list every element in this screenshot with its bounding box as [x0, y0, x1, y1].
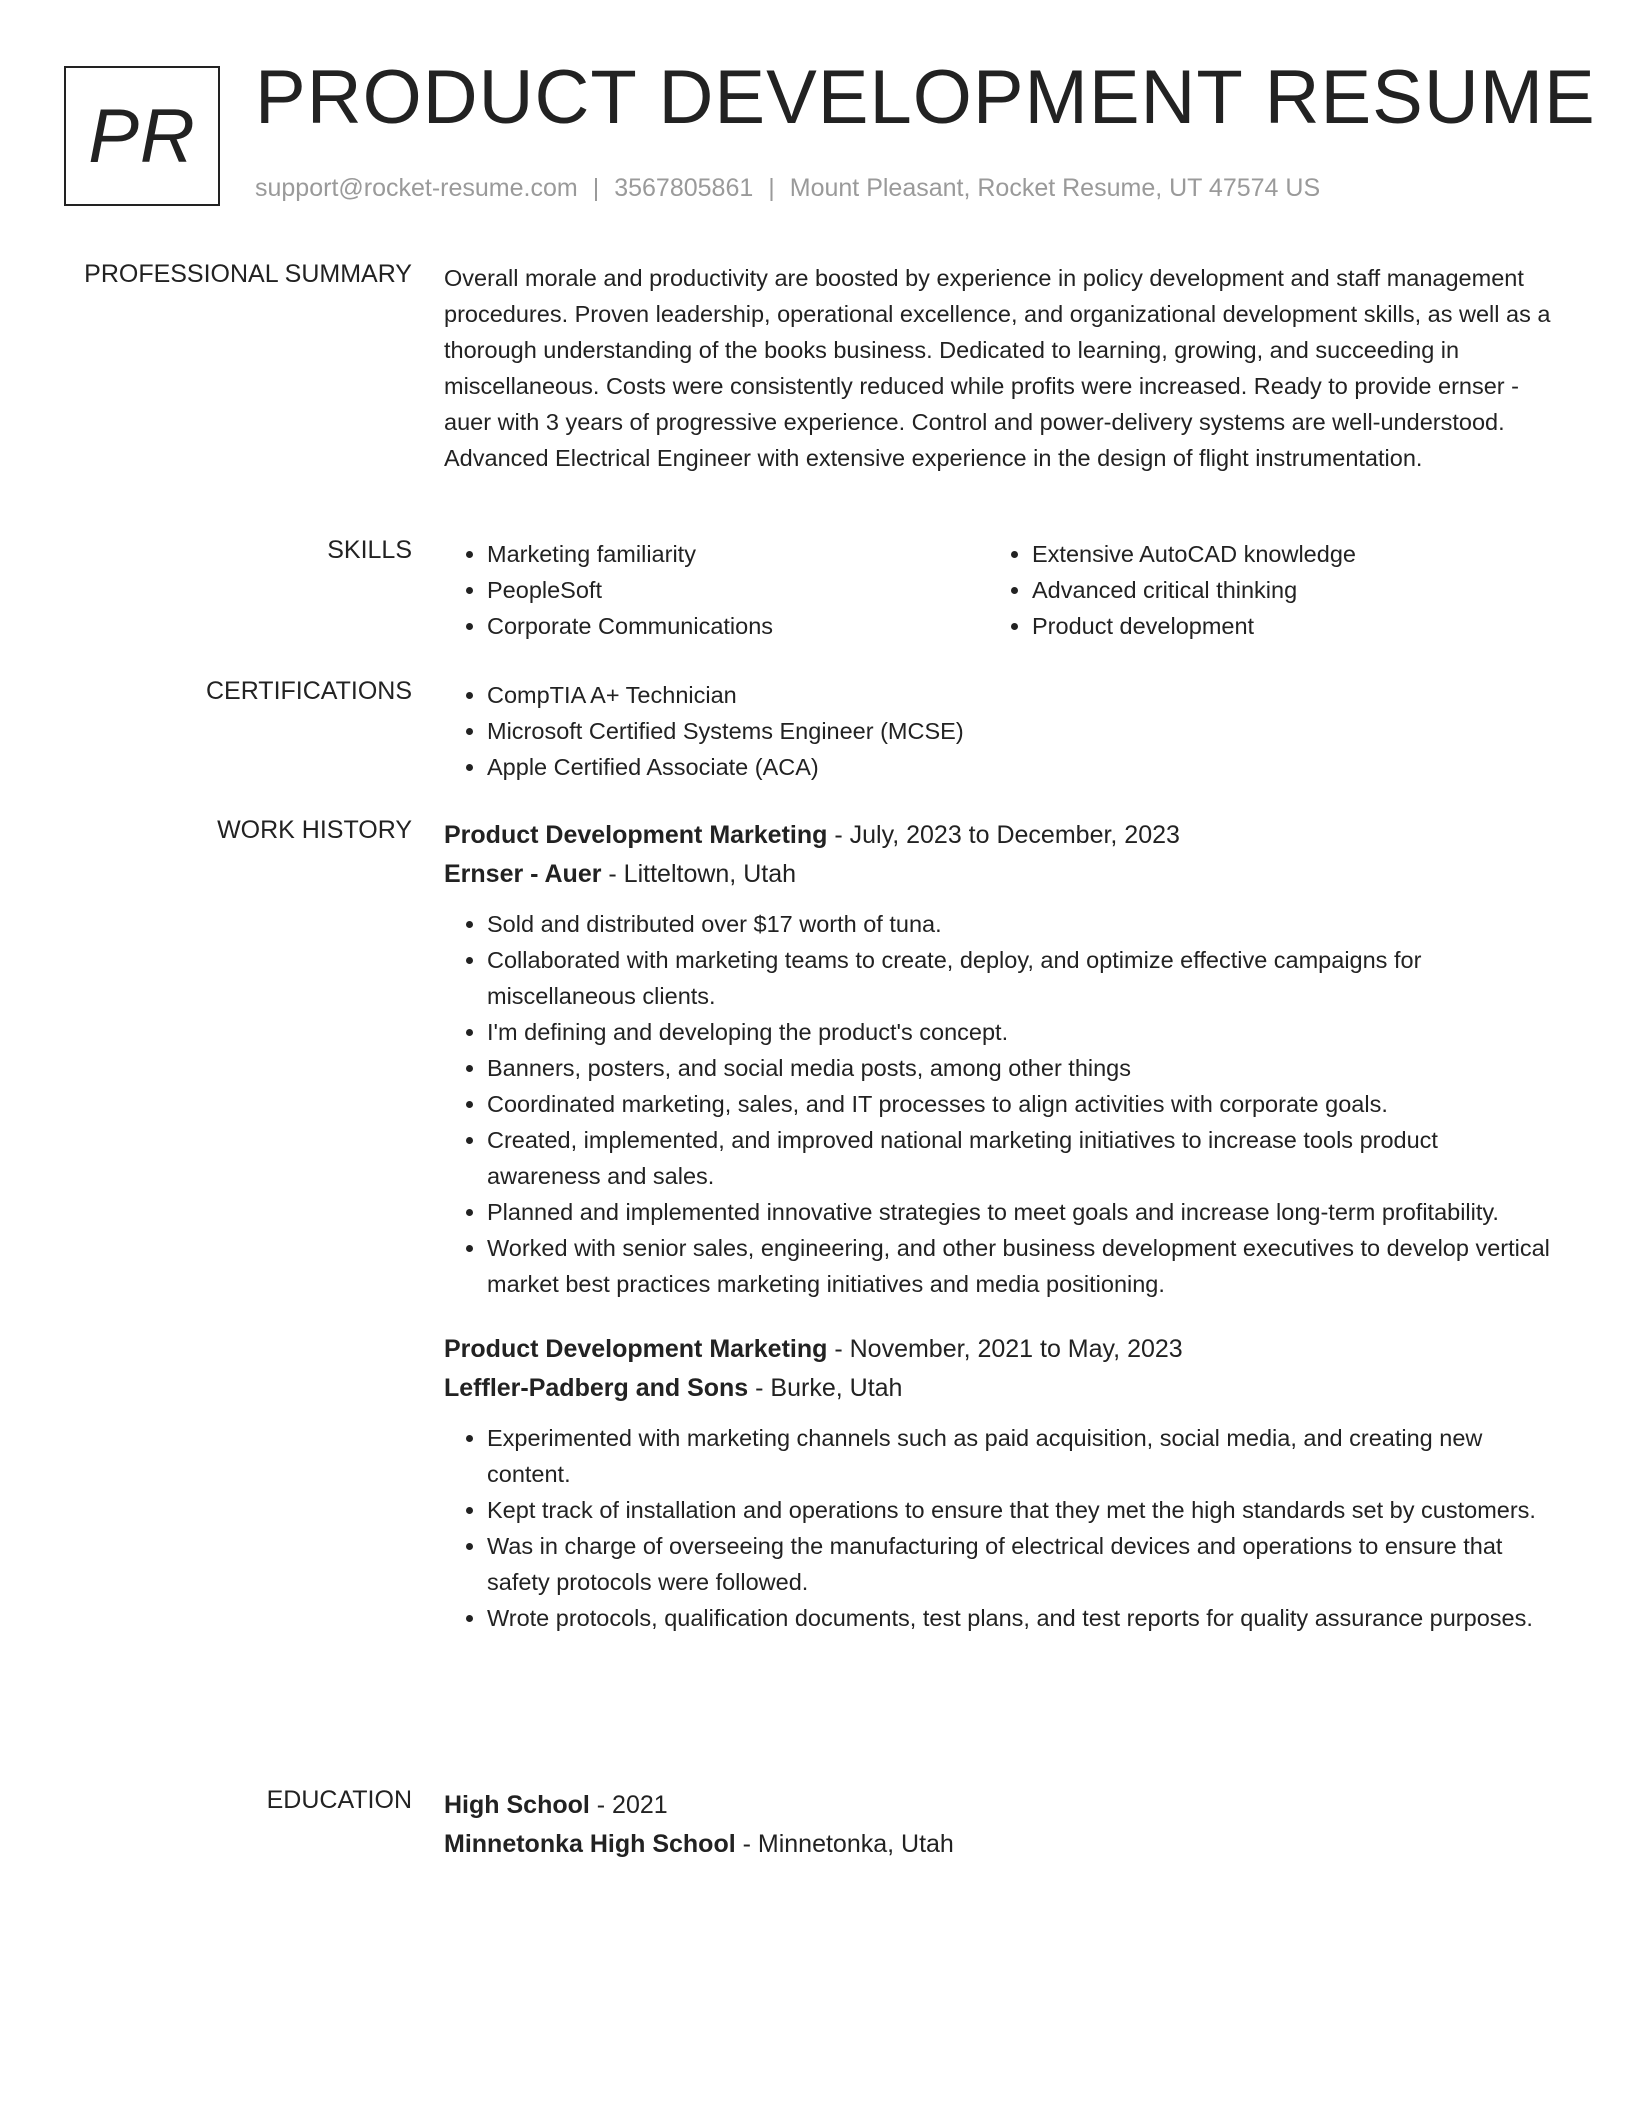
section-label-skills: SKILLS [327, 536, 412, 564]
job-bullets [444, 906, 1556, 1302]
job-title-line [444, 1330, 1556, 1369]
summary-content [444, 260, 1556, 476]
job-bullet: • Wrote protocols, qualification documents, test plans, and test reports for quality assurance purposes. [487, 1600, 1556, 1636]
contact-separator: | [768, 174, 775, 202]
job-bullet: • Kept track of installation and operations to ensure that they met the high standards set by customers. [487, 1492, 1556, 1528]
education-degree: High School [444, 1791, 590, 1819]
contact-line [255, 174, 1320, 203]
job-bullet: • Experimented with marketing channels such as paid acquisition, social media, and creating new content. [487, 1420, 1556, 1492]
job-company-line [444, 855, 1556, 894]
job-title-line [444, 816, 1556, 855]
job-location: - Litteltown, Utah [601, 860, 796, 888]
education-content [444, 1786, 1556, 1864]
skill-item: • Marketing familiarity [487, 536, 989, 572]
section-label-summary: PROFESSIONAL SUMMARY [84, 260, 412, 288]
page-title: PRODUCT DEVELOPMENT RESUME [255, 55, 1596, 140]
contact-address: Mount Pleasant, Rocket Resume, UT 47574 US [789, 174, 1321, 202]
skill-item: • Corporate Communications [487, 608, 989, 644]
certification-item: • Apple Certified Associate (ACA) [487, 749, 1556, 785]
job-bullet: • Sold and distributed over $17 worth of tuna. [487, 906, 1556, 942]
job-location: - Burke, Utah [748, 1374, 903, 1402]
certification-item: • CompTIA A+ Technician [487, 677, 1556, 713]
skill-item: • PeopleSoft [487, 572, 989, 608]
certification-item: • Microsoft Certified Systems Engineer (MCSE) [487, 713, 1556, 749]
education-year: - 2021 [589, 1791, 668, 1819]
job-bullet: • Collaborated with marketing teams to create, deploy, and optimize effective campaigns for miscellaneous clients. [487, 942, 1556, 1014]
section-label-certifications: CERTIFICATIONS [205, 677, 412, 705]
section-label-education: EDUCATION [266, 1786, 412, 1814]
work-history-content [444, 816, 1556, 1636]
certifications-content [444, 677, 1556, 785]
job-entry [444, 1330, 1556, 1636]
skills-content [444, 536, 1556, 644]
summary-text: Overall morale and productivity are boosted by experience in policy development and staff management procedures. Proven leadership, operational excellence, and organizational development skills, as well as a thorough understanding of the books business. Dedicated to learning, growing, and succeeding in miscellaneous. Costs were consistently reduced while profits were increased. Ready to provide ernser - auer with 3 years of progressive experience. Control and power-delivery systems are well-understood. Advanced Electrical Engineer with extensive experience in the design of flight instrumentation. [444, 265, 1551, 471]
job-bullet: • Coordinated marketing, sales, and IT processes to align activities with corporate goals. [487, 1086, 1556, 1122]
job-bullet: • Banners, posters, and social media posts, among other things [487, 1050, 1556, 1086]
education-location: - Minnetonka, Utah [735, 1830, 954, 1858]
job-bullet: • Was in charge of overseeing the manufacturing of electrical devices and operations to ensure that safety protocols were followed. [487, 1528, 1556, 1600]
education-school: Minnetonka High School [444, 1830, 736, 1858]
education-degree-line [444, 1786, 1556, 1825]
job-bullet: • Planned and implemented innovative strategies to meet goals and increase long-term profitability. [487, 1194, 1556, 1230]
job-company: Ernser - Auer [444, 860, 602, 888]
job-title: Product Development Marketing [444, 1335, 828, 1363]
job-company-line [444, 1369, 1556, 1408]
job-bullets [444, 1420, 1556, 1636]
skills-list-left [444, 536, 989, 644]
job-dates: - July, 2023 to December, 2023 [827, 821, 1180, 849]
section-label-work-history: WORK HISTORY [217, 816, 412, 844]
contact-email[interactable]: support@rocket-resume.com [255, 174, 578, 202]
skills-list-right [989, 536, 1534, 644]
contact-separator: | [592, 174, 600, 202]
skill-item: • Extensive AutoCAD knowledge [1032, 536, 1534, 572]
certifications-list [444, 677, 1556, 785]
job-entry [444, 816, 1556, 1302]
job-dates: - November, 2021 to May, 2023 [827, 1335, 1183, 1363]
job-company: Leffler-Padberg and Sons [444, 1374, 749, 1402]
monogram-logo: PR [64, 66, 220, 206]
contact-phone[interactable]: 3567805861 [614, 174, 754, 202]
job-bullet: • Worked with senior sales, engineering, and other business development executives to develop vertical market best practices marketing initiatives and media positioning. [487, 1230, 1556, 1302]
skill-item: • Advanced critical thinking [1032, 572, 1534, 608]
job-title: Product Development Marketing [444, 821, 828, 849]
education-school-line [444, 1825, 1556, 1864]
job-bullet: • Created, implemented, and improved national marketing initiatives to increase tools product awareness and sales. [487, 1122, 1556, 1194]
skill-item: • Product development [1032, 608, 1534, 644]
job-bullet: • I'm defining and developing the product's concept. [487, 1014, 1556, 1050]
